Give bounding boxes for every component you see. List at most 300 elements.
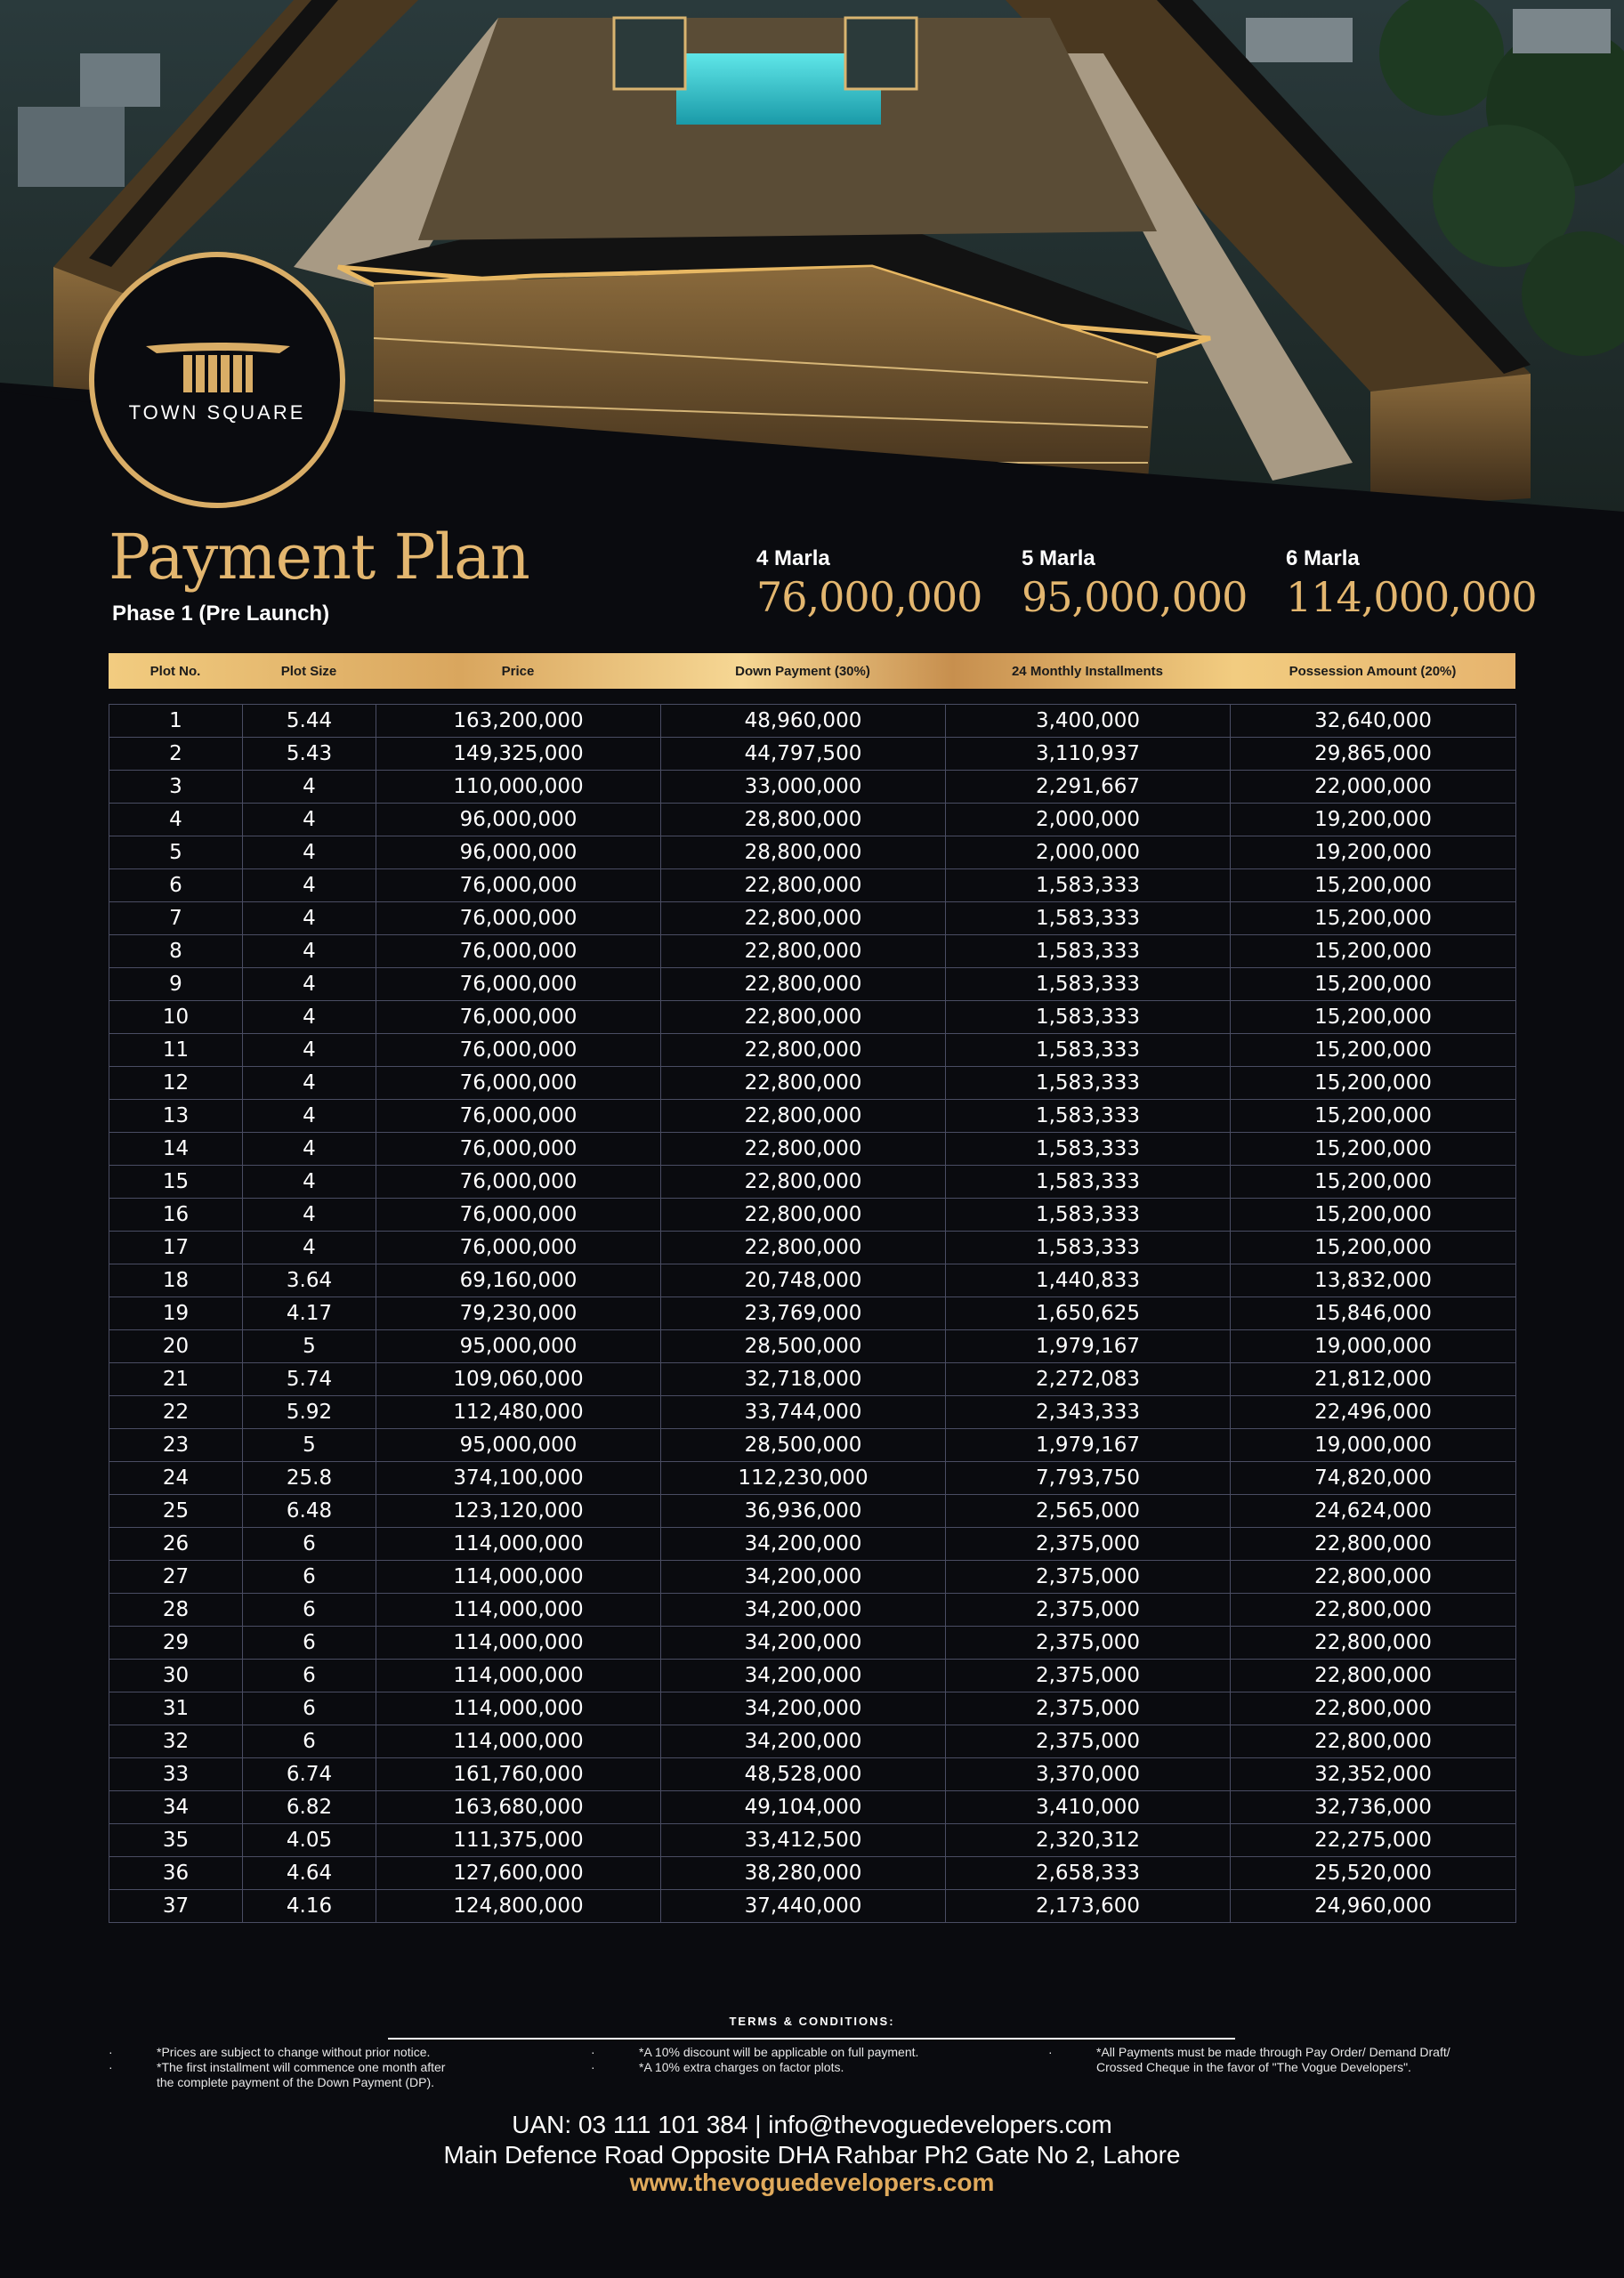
table-cell: 25,520,000: [1231, 1857, 1516, 1890]
table-cell: 123,120,000: [376, 1495, 661, 1528]
table-cell: 15,846,000: [1231, 1297, 1516, 1330]
table-cell: 114,000,000: [376, 1594, 661, 1627]
table-cell: 76,000,000: [376, 1166, 661, 1199]
town-square-logo: [89, 252, 345, 508]
table-row: [109, 1001, 1516, 1034]
table-cell: 2,000,000: [946, 836, 1231, 869]
table-cell: 33,412,500: [661, 1824, 946, 1857]
table-cell: 36: [109, 1857, 243, 1890]
table-cell: 24,960,000: [1231, 1890, 1516, 1923]
term-line: *All Payments must be made through Pay Order/ Demand Draft/: [1096, 2045, 1450, 2059]
table-cell: 28,500,000: [661, 1429, 946, 1462]
table-cell: 11: [109, 1034, 243, 1067]
term-line: the complete payment of the Down Payment (DP).: [157, 2075, 435, 2089]
column-header: Price: [501, 663, 535, 679]
table-cell: 114,000,000: [376, 1660, 661, 1692]
table-cell: 16: [109, 1199, 243, 1232]
table-cell: 4: [243, 1067, 376, 1100]
table-row: [109, 1199, 1516, 1232]
table-cell: 37,440,000: [661, 1890, 946, 1923]
price-label: 6 Marla: [1286, 546, 1360, 570]
table-cell: 76,000,000: [376, 1199, 661, 1232]
table-row: [109, 1297, 1516, 1330]
table-cell: 22,800,000: [661, 1232, 946, 1264]
price-5-marla: [1022, 546, 1247, 621]
table-cell: 1,583,333: [946, 1133, 1231, 1166]
table-cell: 1,979,167: [946, 1429, 1231, 1462]
table-cell: 5: [243, 1330, 376, 1363]
table-cell: 1,583,333: [946, 902, 1231, 935]
table-cell: 2,375,000: [946, 1725, 1231, 1758]
table-cell: 4.17: [243, 1297, 376, 1330]
table-row: [109, 1660, 1516, 1692]
table-cell: 1,583,333: [946, 1001, 1231, 1034]
table-cell: 4: [243, 1133, 376, 1166]
table-cell: 5.74: [243, 1363, 376, 1396]
term-line: *The first installment will commence one month after: [157, 2060, 446, 2074]
table-cell: 4: [243, 1199, 376, 1232]
table-cell: 49,104,000: [661, 1791, 946, 1824]
table-row: [109, 705, 1516, 738]
table-cell: 37: [109, 1890, 243, 1923]
table-cell: 96,000,000: [376, 804, 661, 836]
table-cell: 2: [109, 738, 243, 771]
table-row: [109, 836, 1516, 869]
table-cell: 2,343,333: [946, 1396, 1231, 1429]
price-label: 5 Marla: [1022, 546, 1095, 570]
table-cell: 19: [109, 1297, 243, 1330]
column-header: Plot Size: [280, 663, 337, 679]
table-cell: 69,160,000: [376, 1264, 661, 1297]
table-cell: 24,624,000: [1231, 1495, 1516, 1528]
table-cell: 3,410,000: [946, 1791, 1231, 1824]
table-row: [109, 1133, 1516, 1166]
table-row: [109, 1791, 1516, 1824]
table-cell: 34,200,000: [661, 1561, 946, 1594]
terms-title: TERMS & CONDITIONS:: [729, 2015, 895, 2028]
table-cell: 76,000,000: [376, 1034, 661, 1067]
table-cell: 6: [243, 1594, 376, 1627]
table-cell: 25.8: [243, 1462, 376, 1495]
table-cell: 3,370,000: [946, 1758, 1231, 1791]
table-cell: 15,200,000: [1231, 1166, 1516, 1199]
table-cell: 15,200,000: [1231, 1067, 1516, 1100]
table-cell: 28,800,000: [661, 836, 946, 869]
table-row: [109, 1824, 1516, 1857]
table-row: [109, 1594, 1516, 1627]
table-cell: 114,000,000: [376, 1627, 661, 1660]
table-cell: 22,800,000: [1231, 1627, 1516, 1660]
table-row: [109, 1232, 1516, 1264]
table-cell: 33,000,000: [661, 771, 946, 804]
table-cell: 1,583,333: [946, 1166, 1231, 1199]
table-row: [109, 1627, 1516, 1660]
table-row: [109, 902, 1516, 935]
table-row: [109, 771, 1516, 804]
table-cell: 3,400,000: [946, 705, 1231, 738]
table-cell: 112,480,000: [376, 1396, 661, 1429]
price-value: 76,000,000: [756, 573, 982, 621]
logo-text: TOWN SQUARE: [128, 401, 306, 424]
table-cell: 1,583,333: [946, 1034, 1231, 1067]
terms-column-3: [1048, 2045, 1450, 2075]
table-row: [109, 1034, 1516, 1067]
table-cell: 1,583,333: [946, 968, 1231, 1001]
table-cell: 76,000,000: [376, 1232, 661, 1264]
table-cell: 33: [109, 1758, 243, 1791]
table-cell: 27: [109, 1561, 243, 1594]
table-cell: 33,744,000: [661, 1396, 946, 1429]
table-cell: 1: [109, 705, 243, 738]
table-row: [109, 1528, 1516, 1561]
table-cell: 9: [109, 968, 243, 1001]
price-4-marla: [756, 546, 982, 621]
table-cell: 32,718,000: [661, 1363, 946, 1396]
table-cell: 161,760,000: [376, 1758, 661, 1791]
table-cell: 79,230,000: [376, 1297, 661, 1330]
table-row: [109, 1363, 1516, 1396]
table-row: [109, 1692, 1516, 1725]
table-cell: 32,640,000: [1231, 705, 1516, 738]
payment-table: [109, 704, 1516, 1923]
table-cell: 5: [243, 1429, 376, 1462]
table-cell: 2,375,000: [946, 1692, 1231, 1725]
table-row: [109, 738, 1516, 771]
table-row: [109, 968, 1516, 1001]
table-cell: 114,000,000: [376, 1561, 661, 1594]
table-cell: 4: [243, 1034, 376, 1067]
table-cell: 22,800,000: [661, 1199, 946, 1232]
table-cell: 22,800,000: [1231, 1660, 1516, 1692]
table-cell: 163,200,000: [376, 705, 661, 738]
table-cell: 76,000,000: [376, 1100, 661, 1133]
term-line: Crossed Cheque in the favor of "The Vogue Developers".: [1096, 2060, 1411, 2074]
table-cell: 22,800,000: [1231, 1725, 1516, 1758]
table-cell: 6.74: [243, 1758, 376, 1791]
table-cell: 6: [243, 1692, 376, 1725]
table-cell: 22,800,000: [661, 1034, 946, 1067]
bullet-icon: ·: [109, 2045, 113, 2059]
table-cell: 22,800,000: [1231, 1528, 1516, 1561]
table-cell: 22,800,000: [661, 902, 946, 935]
table-cell: 25: [109, 1495, 243, 1528]
table-cell: 76,000,000: [376, 1133, 661, 1166]
table-cell: 1,650,625: [946, 1297, 1231, 1330]
table-cell: 22,000,000: [1231, 771, 1516, 804]
table-cell: 1,583,333: [946, 1232, 1231, 1264]
table-cell: 1,979,167: [946, 1330, 1231, 1363]
table-cell: 2,375,000: [946, 1660, 1231, 1692]
price-6-marla: [1286, 546, 1537, 621]
table-row: [109, 1758, 1516, 1791]
table-cell: 4: [243, 1100, 376, 1133]
table-cell: 34,200,000: [661, 1594, 946, 1627]
price-value: 114,000,000: [1286, 573, 1537, 621]
table-row: [109, 804, 1516, 836]
table-cell: 32: [109, 1725, 243, 1758]
table-cell: 74,820,000: [1231, 1462, 1516, 1495]
table-row: [109, 1890, 1516, 1923]
table-cell: 6: [243, 1660, 376, 1692]
table-cell: 22,496,000: [1231, 1396, 1516, 1429]
table-cell: 22,800,000: [661, 1100, 946, 1133]
table-cell: 19,200,000: [1231, 836, 1516, 869]
table-cell: 7,793,750: [946, 1462, 1231, 1495]
table-cell: 34,200,000: [661, 1627, 946, 1660]
table-cell: 12: [109, 1067, 243, 1100]
table-cell: 1,583,333: [946, 1067, 1231, 1100]
table-cell: 2,173,600: [946, 1890, 1231, 1923]
term-line: *A 10% discount will be applicable on full payment.: [639, 2045, 919, 2059]
table-cell: 5.43: [243, 738, 376, 771]
table-cell: 22,800,000: [1231, 1594, 1516, 1627]
table-cell: 5.92: [243, 1396, 376, 1429]
table-cell: 2,375,000: [946, 1528, 1231, 1561]
table-cell: 38,280,000: [661, 1857, 946, 1890]
table-cell: 20,748,000: [661, 1264, 946, 1297]
table-cell: 76,000,000: [376, 869, 661, 902]
table-cell: 18: [109, 1264, 243, 1297]
table-cell: 2,658,333: [946, 1857, 1231, 1890]
table-cell: 21,812,000: [1231, 1363, 1516, 1396]
table-cell: 22,800,000: [661, 1001, 946, 1034]
table-row: [109, 869, 1516, 902]
table-cell: 1,583,333: [946, 869, 1231, 902]
table-cell: 19,000,000: [1231, 1429, 1516, 1462]
table-row: [109, 935, 1516, 968]
price-label: 4 Marla: [756, 546, 830, 570]
contact-address: Main Defence Road Opposite DHA Rahbar Ph2 Gate No 2, Lahore: [443, 2141, 1181, 2169]
table-row: [109, 1396, 1516, 1429]
table-cell: 4.16: [243, 1890, 376, 1923]
table-cell: 34,200,000: [661, 1725, 946, 1758]
table-cell: 15,200,000: [1231, 1034, 1516, 1067]
table-cell: 44,797,500: [661, 738, 946, 771]
table-cell: 32,352,000: [1231, 1758, 1516, 1791]
table-cell: 30: [109, 1660, 243, 1692]
table-cell: 2,000,000: [946, 804, 1231, 836]
table-cell: 76,000,000: [376, 935, 661, 968]
table-cell: 15,200,000: [1231, 1001, 1516, 1034]
table-cell: 114,000,000: [376, 1528, 661, 1561]
table-cell: 22: [109, 1396, 243, 1429]
table-cell: 34,200,000: [661, 1692, 946, 1725]
table-cell: 31: [109, 1692, 243, 1725]
term-line: *Prices are subject to change without prior notice.: [157, 2045, 431, 2059]
table-cell: 22,800,000: [661, 968, 946, 1001]
table-cell: 2,565,000: [946, 1495, 1231, 1528]
logo-emblem-icon: [144, 339, 292, 396]
table-row: [109, 1725, 1516, 1758]
table-cell: 22,800,000: [661, 869, 946, 902]
table-row: [109, 1067, 1516, 1100]
table-cell: 14: [109, 1133, 243, 1166]
table-cell: 374,100,000: [376, 1462, 661, 1495]
table-cell: 163,680,000: [376, 1791, 661, 1824]
table-row: [109, 1462, 1516, 1495]
column-header: Down Payment (30%): [735, 663, 870, 679]
table-cell: 21: [109, 1363, 243, 1396]
table-cell: 111,375,000: [376, 1824, 661, 1857]
table-cell: 1,583,333: [946, 935, 1231, 968]
table-cell: 4: [243, 968, 376, 1001]
table-cell: 4: [243, 869, 376, 902]
table-cell: 149,325,000: [376, 738, 661, 771]
table-cell: 28,800,000: [661, 804, 946, 836]
table-cell: 6: [243, 1725, 376, 1758]
table-cell: 36,936,000: [661, 1495, 946, 1528]
table-cell: 22,800,000: [1231, 1692, 1516, 1725]
table-cell: 124,800,000: [376, 1890, 661, 1923]
table-cell: 15,200,000: [1231, 1133, 1516, 1166]
table-cell: 4: [243, 1232, 376, 1264]
table-cell: 76,000,000: [376, 968, 661, 1001]
table-cell: 34: [109, 1791, 243, 1824]
website-link[interactable]: www.thevoguedevelopers.com: [629, 2169, 995, 2196]
table-cell: 26: [109, 1528, 243, 1561]
table-cell: 6: [243, 1627, 376, 1660]
table-cell: 48,528,000: [661, 1758, 946, 1791]
bullet-icon: ·: [591, 2060, 595, 2074]
terms-column-1: [109, 2045, 446, 2090]
table-cell: 4.05: [243, 1824, 376, 1857]
table-cell: 22,800,000: [1231, 1561, 1516, 1594]
table-cell: 4: [243, 935, 376, 968]
table-cell: 35: [109, 1824, 243, 1857]
table-cell: 6: [109, 869, 243, 902]
table-cell: 4: [243, 804, 376, 836]
table-cell: 23: [109, 1429, 243, 1462]
table-cell: 7: [109, 902, 243, 935]
table-row: [109, 1264, 1516, 1297]
table-cell: 15,200,000: [1231, 1199, 1516, 1232]
table-cell: 13: [109, 1100, 243, 1133]
table-cell: 4.64: [243, 1857, 376, 1890]
table-cell: 95,000,000: [376, 1330, 661, 1363]
table-cell: 1,440,833: [946, 1264, 1231, 1297]
table-cell: 6.48: [243, 1495, 376, 1528]
table-cell: 15,200,000: [1231, 1232, 1516, 1264]
table-row: [109, 1561, 1516, 1594]
page-title: Payment Plan: [109, 521, 529, 594]
bullet-icon: ·: [591, 2045, 595, 2059]
table-cell: 114,000,000: [376, 1692, 661, 1725]
table-row: [109, 1100, 1516, 1133]
table-cell: 24: [109, 1462, 243, 1495]
table-cell: 22,800,000: [661, 1166, 946, 1199]
table-row: [109, 1429, 1516, 1462]
terms-column-2: [591, 2045, 919, 2075]
bullet-icon: ·: [1048, 2045, 1053, 2059]
column-header: 24 Monthly Installments: [1011, 663, 1164, 679]
table-cell: 3,110,937: [946, 738, 1231, 771]
table-cell: 76,000,000: [376, 1067, 661, 1100]
table-cell: 76,000,000: [376, 902, 661, 935]
table-cell: 5: [109, 836, 243, 869]
table-cell: 6: [243, 1561, 376, 1594]
table-row: [109, 1495, 1516, 1528]
table-cell: 96,000,000: [376, 836, 661, 869]
table-cell: 15: [109, 1166, 243, 1199]
table-cell: 3: [109, 771, 243, 804]
table-cell: 4: [109, 804, 243, 836]
table-cell: 34,200,000: [661, 1660, 946, 1692]
terms-divider: [388, 2038, 1235, 2040]
table-cell: 15,200,000: [1231, 935, 1516, 968]
table-cell: 15,200,000: [1231, 968, 1516, 1001]
table-cell: 15,200,000: [1231, 1100, 1516, 1133]
table-cell: 4: [243, 1166, 376, 1199]
table-cell: 20: [109, 1330, 243, 1363]
table-cell: 95,000,000: [376, 1429, 661, 1462]
table-header: [109, 653, 1515, 689]
table-cell: 32,736,000: [1231, 1791, 1516, 1824]
table-cell: 10: [109, 1001, 243, 1034]
table-cell: 22,800,000: [661, 935, 946, 968]
table-cell: 28,500,000: [661, 1330, 946, 1363]
table-cell: 22,800,000: [661, 1067, 946, 1100]
table-cell: 2,375,000: [946, 1561, 1231, 1594]
table-cell: 22,800,000: [661, 1133, 946, 1166]
table-cell: 2,375,000: [946, 1627, 1231, 1660]
table-cell: 15,200,000: [1231, 869, 1516, 902]
table-cell: 48,960,000: [661, 705, 946, 738]
table-cell: 23,769,000: [661, 1297, 946, 1330]
table-cell: 3.64: [243, 1264, 376, 1297]
column-header: Possession Amount (20%): [1289, 663, 1457, 679]
table-cell: 4: [243, 771, 376, 804]
table-cell: 13,832,000: [1231, 1264, 1516, 1297]
table-cell: 28: [109, 1594, 243, 1627]
table-row: [109, 1330, 1516, 1363]
table-cell: 8: [109, 935, 243, 968]
table-cell: 29: [109, 1627, 243, 1660]
contact-uan-email: UAN: 03 111 101 384 | info@thevoguedevelopers.com: [512, 2111, 1112, 2138]
table-cell: 2,320,312: [946, 1824, 1231, 1857]
price-value: 95,000,000: [1022, 573, 1248, 621]
table-cell: 2,272,083: [946, 1363, 1231, 1396]
table-cell: 15,200,000: [1231, 902, 1516, 935]
term-line: *A 10% extra charges on factor plots.: [639, 2060, 844, 2074]
table-cell: 76,000,000: [376, 1001, 661, 1034]
table-cell: 2,375,000: [946, 1594, 1231, 1627]
table-cell: 5.44: [243, 705, 376, 738]
table-cell: 4: [243, 902, 376, 935]
table-cell: 4: [243, 1001, 376, 1034]
page-subtitle: Phase 1 (Pre Launch): [112, 602, 330, 626]
table-row: [109, 1857, 1516, 1890]
table-cell: 29,865,000: [1231, 738, 1516, 771]
table-row: [109, 1166, 1516, 1199]
table-cell: 34,200,000: [661, 1528, 946, 1561]
table-cell: 1,583,333: [946, 1199, 1231, 1232]
bullet-icon: ·: [109, 2060, 113, 2074]
table-cell: 17: [109, 1232, 243, 1264]
table-cell: 112,230,000: [661, 1462, 946, 1495]
table-cell: 6.82: [243, 1791, 376, 1824]
table-cell: 2,291,667: [946, 771, 1231, 804]
table-cell: 114,000,000: [376, 1725, 661, 1758]
table-cell: 19,000,000: [1231, 1330, 1516, 1363]
table-cell: 6: [243, 1528, 376, 1561]
table-cell: 127,600,000: [376, 1857, 661, 1890]
table-cell: 1,583,333: [946, 1100, 1231, 1133]
table-cell: 109,060,000: [376, 1363, 661, 1396]
table-cell: 4: [243, 836, 376, 869]
table-cell: 110,000,000: [376, 771, 661, 804]
table-cell: 19,200,000: [1231, 804, 1516, 836]
table-cell: 22,275,000: [1231, 1824, 1516, 1857]
